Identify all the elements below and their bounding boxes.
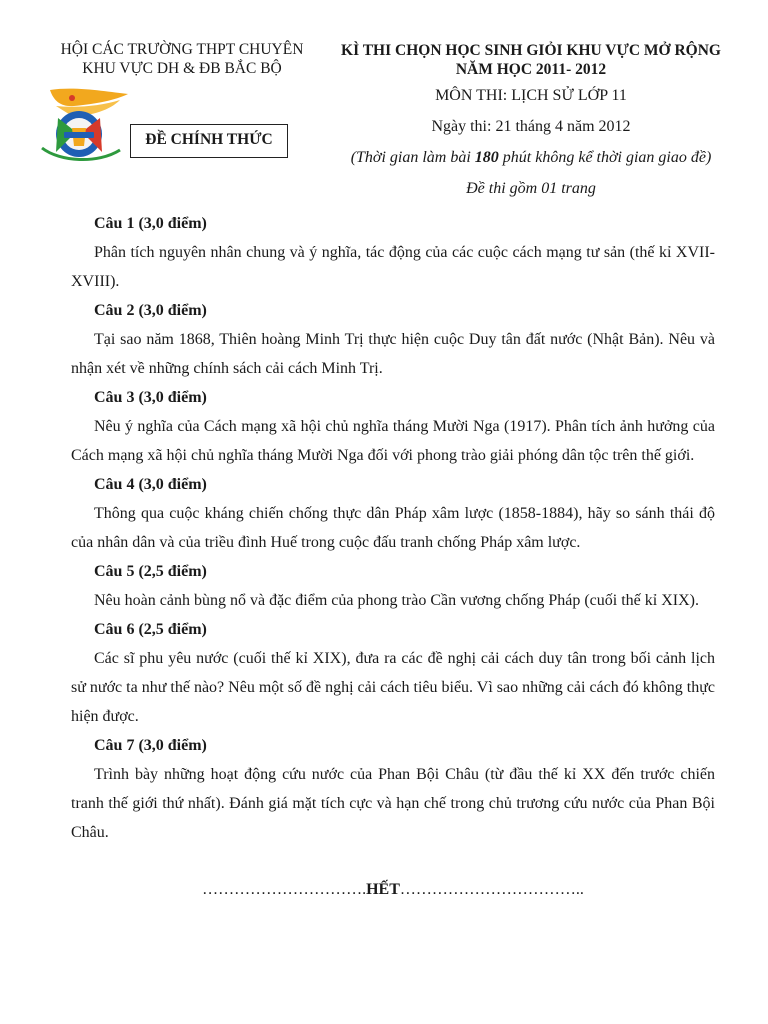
organizer-line-1: HỘI CÁC TRƯỜNG THPT CHUYÊN	[60, 41, 304, 58]
subject-line: MÔN THI: LỊCH SỬ LỚP 11	[435, 87, 627, 104]
end-label: HẾT	[366, 881, 400, 898]
exam-date: Ngày thi: 21 tháng 4 năm 2012	[431, 118, 631, 135]
question-title: Câu 2 (3,0 điểm)	[94, 302, 207, 319]
question-1	[71, 209, 715, 296]
official-exam-label: ĐỀ CHÍNH THỨC	[130, 124, 288, 158]
question-title: Câu 5 (2,5 điểm)	[94, 563, 207, 580]
question-text: Nêu hoàn cảnh bùng nổ và đặc điểm của phong trào Cần vương chống Pháp (cuối thế kỉ XIX).	[94, 592, 699, 609]
question-text: Các sĩ phu yêu nước (cuối thế kỉ XIX), đưa ra các đề nghị cải cách duy tân trong bối cảnh lịch sử nước ta như thế nào? Nêu một số đề nghị cải cách tiêu biểu. Vì sao những cải cách đó không thực hiện được.	[71, 650, 715, 725]
question-title: Câu 4 (3,0 điểm)	[94, 476, 207, 493]
dots-right: ……………………………..	[399, 881, 584, 898]
school-logo	[36, 88, 132, 166]
page-count: Đề thi gồm 01 trang	[466, 180, 596, 197]
end-of-exam-line	[71, 875, 715, 904]
question-text: Nêu ý nghĩa của Cách mạng xã hội chủ nghĩa tháng Mười Nga (1917). Phân tích ảnh hưởng của Cách mạng xã hội chủ nghĩa tháng Mười Nga đối với phong trào giải phóng dân tộc trên thế giới.	[71, 418, 715, 464]
question-text: Thông qua cuộc kháng chiến chống thực dân Pháp xâm lược (1858-1884), hãy so sánh thái độ của nhân dân và của triều đình Huế trong cuộc đấu tranh chống Pháp xâm lược.	[71, 505, 715, 551]
question-5	[71, 557, 715, 615]
question-4	[71, 470, 715, 557]
question-7	[71, 731, 715, 847]
question-title: Câu 7 (3,0 điểm)	[94, 737, 207, 754]
dots-left: ………………………….	[202, 881, 367, 898]
exam-title-line-1: KÌ THI CHỌN HỌC SINH GIỎI KHU VỰC MỞ RỘNG	[341, 42, 721, 59]
duration-prefix: (Thời gian làm bài	[350, 149, 475, 166]
question-6	[71, 615, 715, 731]
duration-line	[326, 149, 736, 167]
duration-minutes: 180	[474, 149, 499, 166]
question-title: Câu 3 (3,0 điểm)	[94, 389, 207, 406]
question-2	[71, 296, 715, 383]
exam-title-line-2: NĂM HỌC 2011- 2012	[455, 61, 607, 78]
question-text: Phân tích nguyên nhân chung và ý nghĩa, tác động của các cuộc cách mạng tư sản (thế kỉ XVII-XVIII).	[71, 244, 715, 290]
question-title: Câu 1 (3,0 điểm)	[94, 215, 207, 232]
organizer-line-2: KHU VỰC DH & ĐB BẮC BỘ	[82, 60, 282, 77]
exam-title-block	[326, 41, 736, 79]
duration-suffix: phút không kể thời gian giao đề)	[498, 149, 712, 166]
question-3	[71, 383, 715, 470]
question-text: Trình bày những hoạt động cứu nước của Phan Bội Châu (từ đầu thế kỉ XX đến trước chiến tranh thế giới thứ nhất). Đánh giá mặt tích cực và hạn chế trong chủ trương cứu nước của Phan Bội Châu.	[71, 766, 715, 841]
question-list	[71, 209, 715, 847]
question-text: Tại sao năm 1868, Thiên hoàng Minh Trị thực hiện cuộc Duy tân đất nước (Nhật Bản). Nêu và nhận xét về những chính sách cải cách Minh Trị.	[71, 331, 715, 377]
organizer-block	[32, 40, 332, 78]
question-title: Câu 6 (2,5 điểm)	[94, 621, 207, 638]
